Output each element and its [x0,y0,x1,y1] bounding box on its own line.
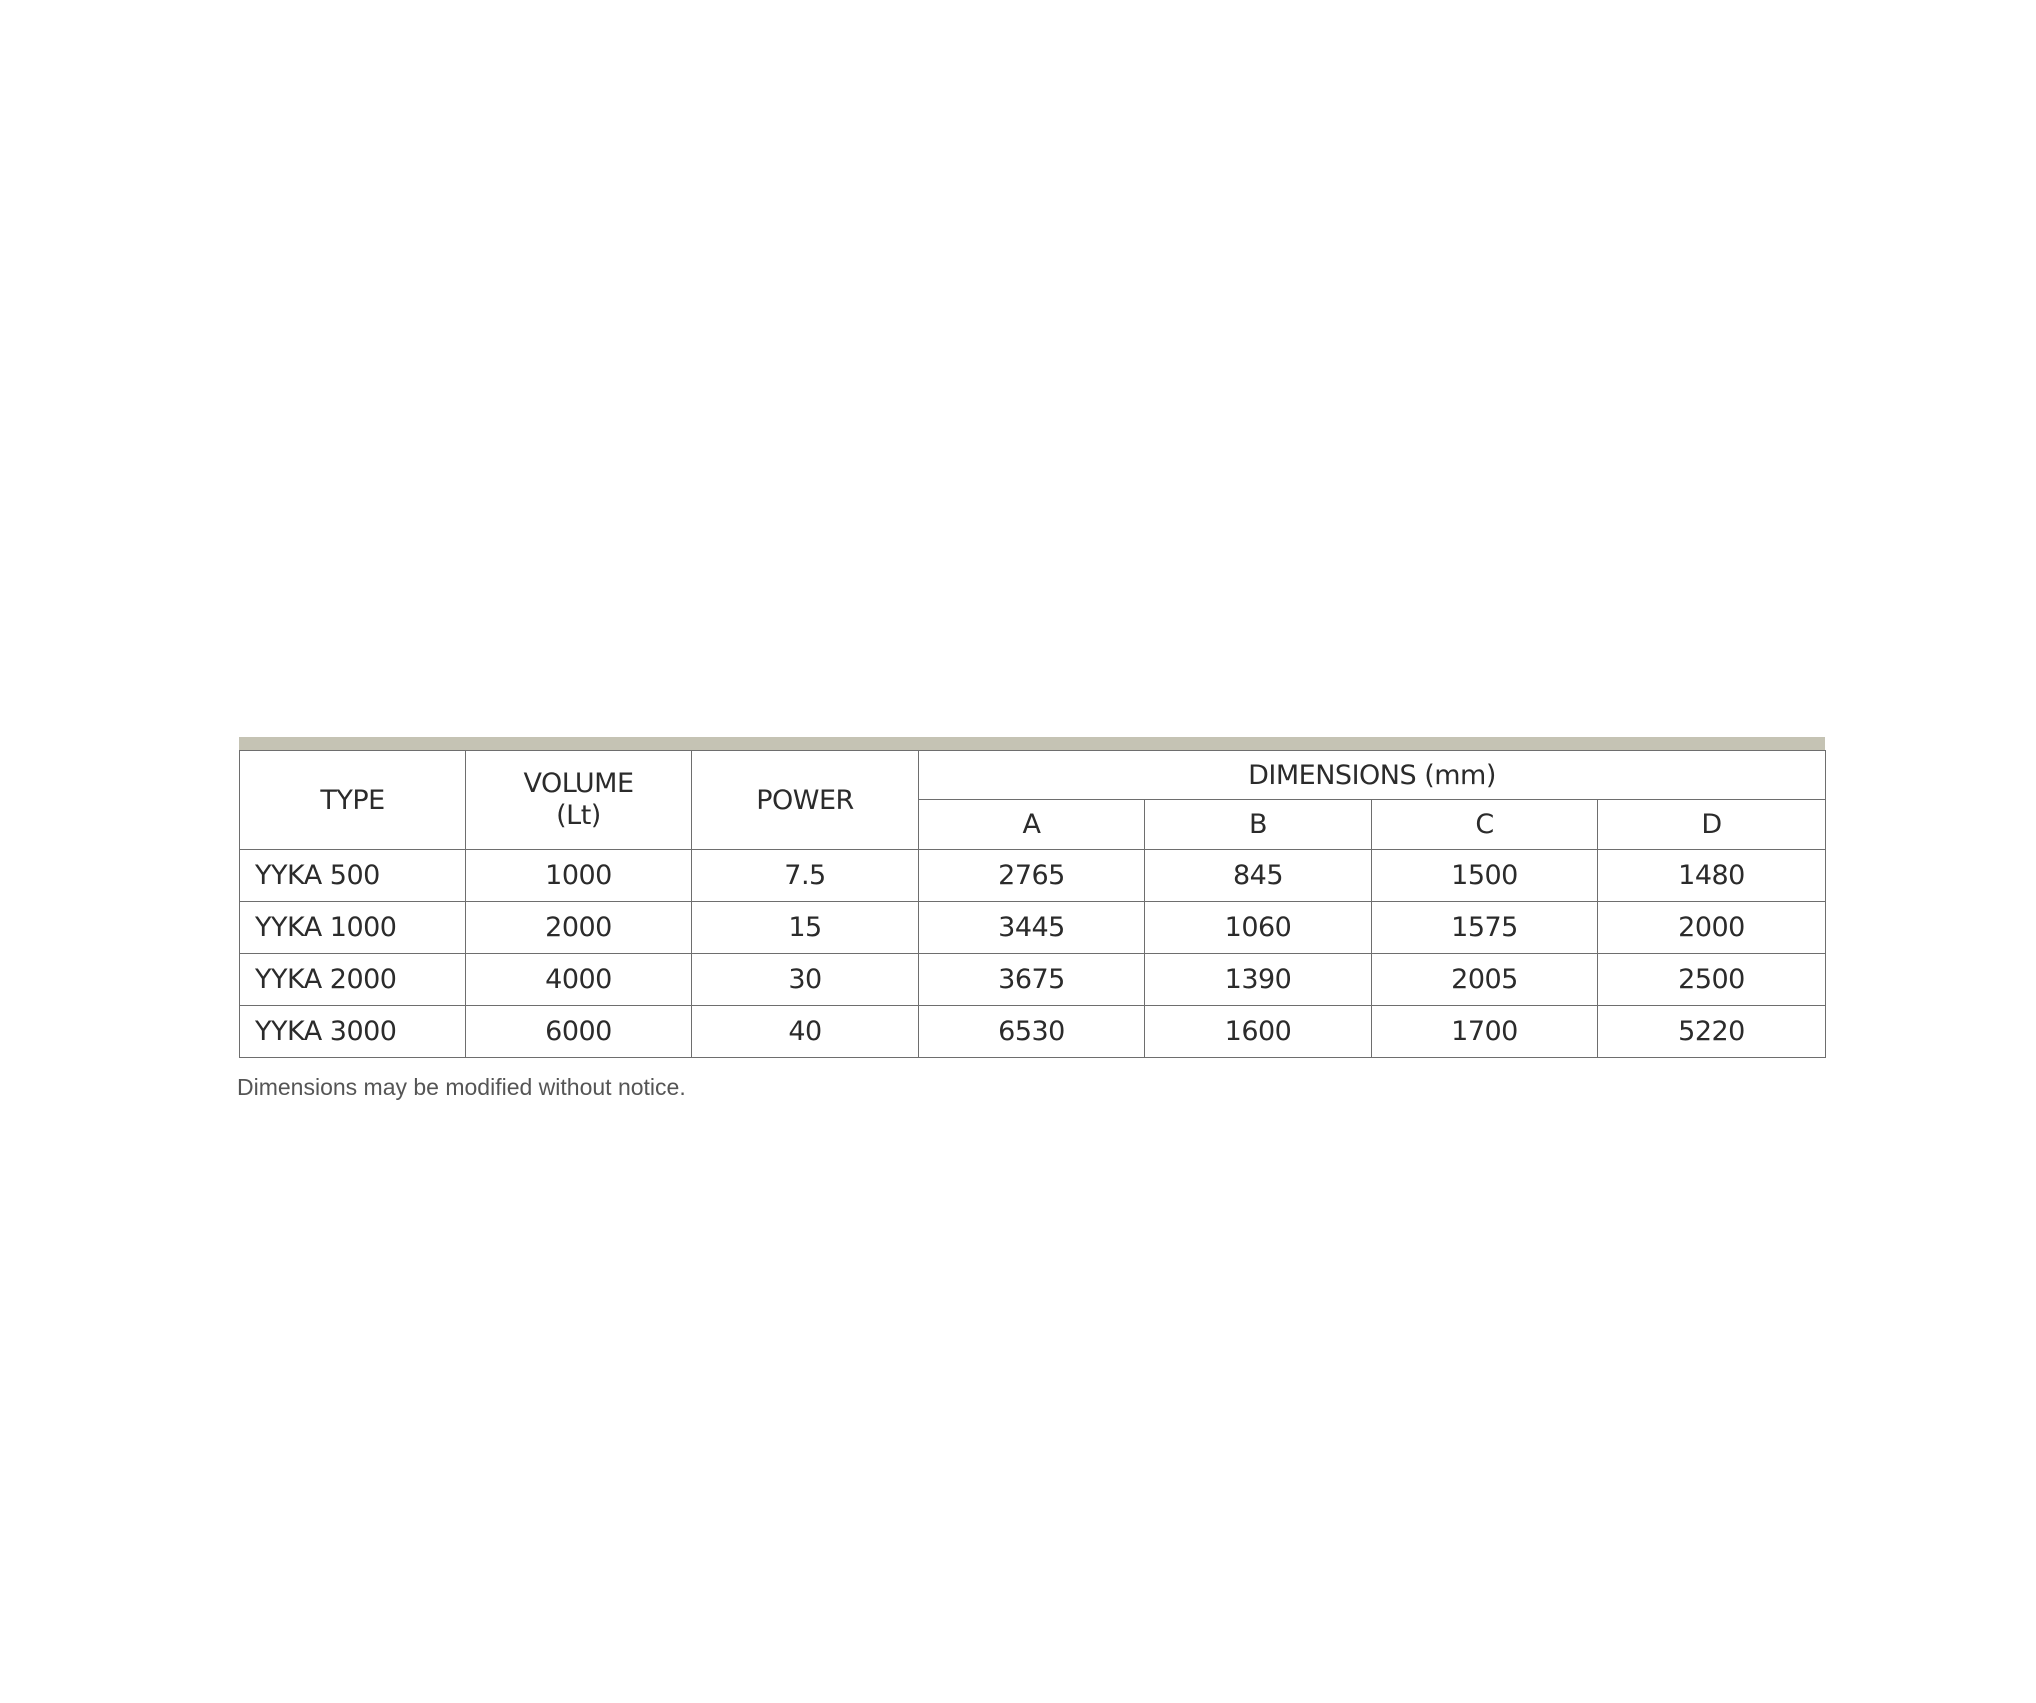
header-dim-d: D [1598,800,1826,850]
header-type: TYPE [240,751,466,850]
disclaimer-note: Dimensions may be modified without notice. [237,1074,686,1100]
cell-dim-c: 2005 [1372,954,1598,1006]
table-row [240,1006,1826,1058]
cell-volume: 2000 [466,902,692,954]
cell-volume: 6000 [466,1006,692,1058]
cell-power: 15 [692,902,919,954]
cell-dim-d: 2500 [1598,954,1826,1006]
table-header-bar [239,737,1825,750]
cell-dim-d: 5220 [1598,1006,1826,1058]
cell-dim-d: 1480 [1598,850,1826,902]
header-dim-c: C [1372,800,1598,850]
cell-volume: 4000 [466,954,692,1006]
cell-volume: 1000 [466,850,692,902]
cell-dim-b: 1600 [1145,1006,1372,1058]
header-power: POWER [692,751,919,850]
header-dimensions: DIMENSIONS (mm) [919,751,1826,800]
header-volume [466,751,692,850]
cell-dim-c: 1575 [1372,902,1598,954]
cell-dim-c: 1700 [1372,1006,1598,1058]
cell-dim-a: 2765 [919,850,1145,902]
cell-power: 30 [692,954,919,1006]
header-row-1 [240,751,1826,800]
cell-dim-d: 2000 [1598,902,1826,954]
header-volume-label: VOLUME [523,768,634,799]
cell-power: 40 [692,1006,919,1058]
cell-dim-a: 3675 [919,954,1145,1006]
cell-dim-a: 3445 [919,902,1145,954]
table-row [240,902,1826,954]
cell-type: YYKA 500 [240,850,466,902]
table-row [240,850,1826,902]
cell-type: YYKA 2000 [240,954,466,1006]
cell-type: YYKA 3000 [240,1006,466,1058]
specifications-table-container [239,737,1825,1058]
header-dim-b: B [1145,800,1372,850]
cell-dim-c: 1500 [1372,850,1598,902]
cell-dim-b: 1060 [1145,902,1372,954]
cell-dim-a: 6530 [919,1006,1145,1058]
header-volume-unit: (Lt) [556,800,601,831]
cell-power: 7.5 [692,850,919,902]
specifications-table [239,750,1826,1058]
cell-type: YYKA 1000 [240,902,466,954]
cell-dim-b: 1390 [1145,954,1372,1006]
cell-dim-b: 845 [1145,850,1372,902]
table-row [240,954,1826,1006]
header-dim-a: A [919,800,1145,850]
